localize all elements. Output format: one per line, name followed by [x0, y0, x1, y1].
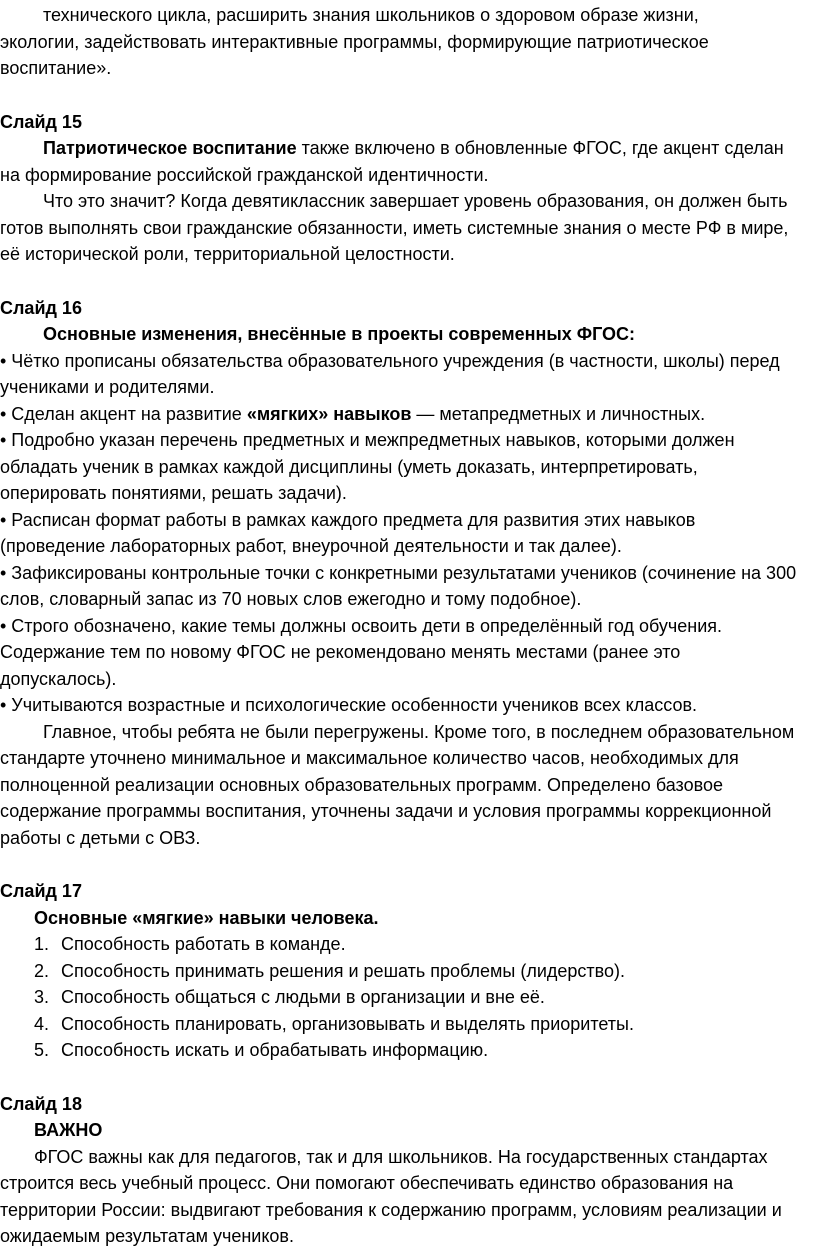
list-item-text: Способность принимать решения и решать проблемы (лидерство). — [61, 960, 626, 981]
list-item-number: 5. — [34, 1040, 50, 1060]
slide-18-paragraph — [0, 1144, 800, 1250]
slide-18-paragraph-text: ФГОС важны как для педагогов, так и для школьников. На государственных стандартах строится весь учебный процесс. Они помогают обеспечивать единство образования на территории России: выдвигают требования к содержанию программ, условиям реализации и ожидаемым результатам учеников. — [0, 1146, 782, 1246]
list-item-text: Способность планировать, организовывать и выделять приоритеты. — [61, 1013, 634, 1034]
slide-15-paragraph-1-rest: также включено в обновленные ФГОС, где акцент сделан на формирование российской гражданской идентичности. — [0, 138, 784, 185]
intro-line-3: воспитание». — [0, 58, 112, 78]
patriotic-education-term: Патриотическое воспитание — [43, 138, 297, 158]
slide-18-subtitle: ВАЖНО — [34, 1120, 103, 1140]
slide-16-bullet-7: • Учитываются возрастные и психологические особенности учеников всех классов. — [0, 695, 698, 715]
list-item — [34, 1037, 800, 1064]
slide-16-subtitle: Основные изменения, внесённые в проекты современных ФГОС: — [43, 324, 636, 344]
list-item-number: 2. — [34, 960, 50, 981]
slide-16-heading: Слайд 16 — [0, 297, 82, 318]
list-item — [34, 1011, 800, 1038]
slide-16-bullet-6: • Строго обозначено, какие темы должны освоить дети в определённый год обучения. Содержание тем по новому ФГОС не рекомендовано менять местами (ранее это допускалось). — [0, 615, 723, 689]
slide-17-subtitle: Основные «мягкие» навыки человека. — [34, 907, 379, 928]
list-item — [34, 984, 800, 1011]
soft-skills-term: «мягких» навыков — [246, 403, 412, 424]
list-item-number: 4. — [34, 1013, 50, 1034]
slide-16-bullet-4: • Расписан формат работы в рамках каждого предмета для развития этих навыков (проведение лабораторных работ, внеурочной деятельности и так далее). — [0, 509, 696, 556]
list-item-number: 3. — [34, 987, 50, 1007]
slide-17-heading: Слайд 17 — [0, 881, 82, 901]
bullet-2-prefix: • Сделан акцент на развитие — [0, 403, 247, 424]
slide-15-paragraph-2: Что это значит? Когда девятиклассник завершает уровень образования, он должен быть готов выполнять свои гражданские обязанности, иметь системные знания о месте РФ в мире, её исторической роли, территориальной целостности. — [0, 191, 789, 264]
list-item-number: 1. — [34, 934, 50, 954]
slide-16-bullet-3: • Подробно указан перечень предметных и межпредметных навыков, которыми должен обладать ученик в рамках каждой дисциплины (уметь доказать, интерпретировать, оперировать понятиями, решать задачи). — [0, 430, 735, 503]
list-item-text: Способность общаться с людьми в организации и вне её. — [61, 987, 545, 1007]
slide-15-heading: Слайд 15 — [0, 111, 82, 132]
list-item — [34, 958, 800, 985]
slide-16-bullet-2 — [0, 401, 800, 428]
slide-16-bullet-5: • Зафиксированы контрольные точки с конкретными результатами учеников (сочинение на 300 слов, словарный запас из 70 новых слов ежегодно и тому подобное). — [0, 562, 797, 609]
slide-15-paragraph-1 — [0, 135, 800, 188]
soft-skills-list — [0, 931, 800, 1064]
intro-line-1: технического цикла, расширить знания школьников о здоровом образе жизни, — [43, 5, 699, 25]
slide-16-final-paragraph: Главное, чтобы ребята не были перегружены. Кроме того, в последнем образовательном стандарте уточнено минимальное и максимальное количество часов, необходимых для полноценной реализации основных образовательных программ. Определено базовое содержание программы воспитания, уточнены задачи и условия программы коррекционной работы с детьми с ОВЗ. — [0, 721, 795, 848]
list-item — [34, 931, 800, 958]
slide-16-bullet-1: • Чётко прописаны обязательства образовательного учреждения (в частности, школы) перед учениками и родителями. — [0, 350, 780, 397]
bullet-2-suffix: — метапредметных и личностных. — [411, 403, 706, 424]
slide-18-heading: Слайд 18 — [0, 1093, 82, 1114]
list-item-text: Способность искать и обрабатывать информацию. — [61, 1040, 489, 1060]
intro-line-2: экологии, задействовать интерактивные программы, формирующие патриотическое — [0, 31, 709, 52]
list-item-text: Способность работать в команде. — [61, 934, 346, 954]
